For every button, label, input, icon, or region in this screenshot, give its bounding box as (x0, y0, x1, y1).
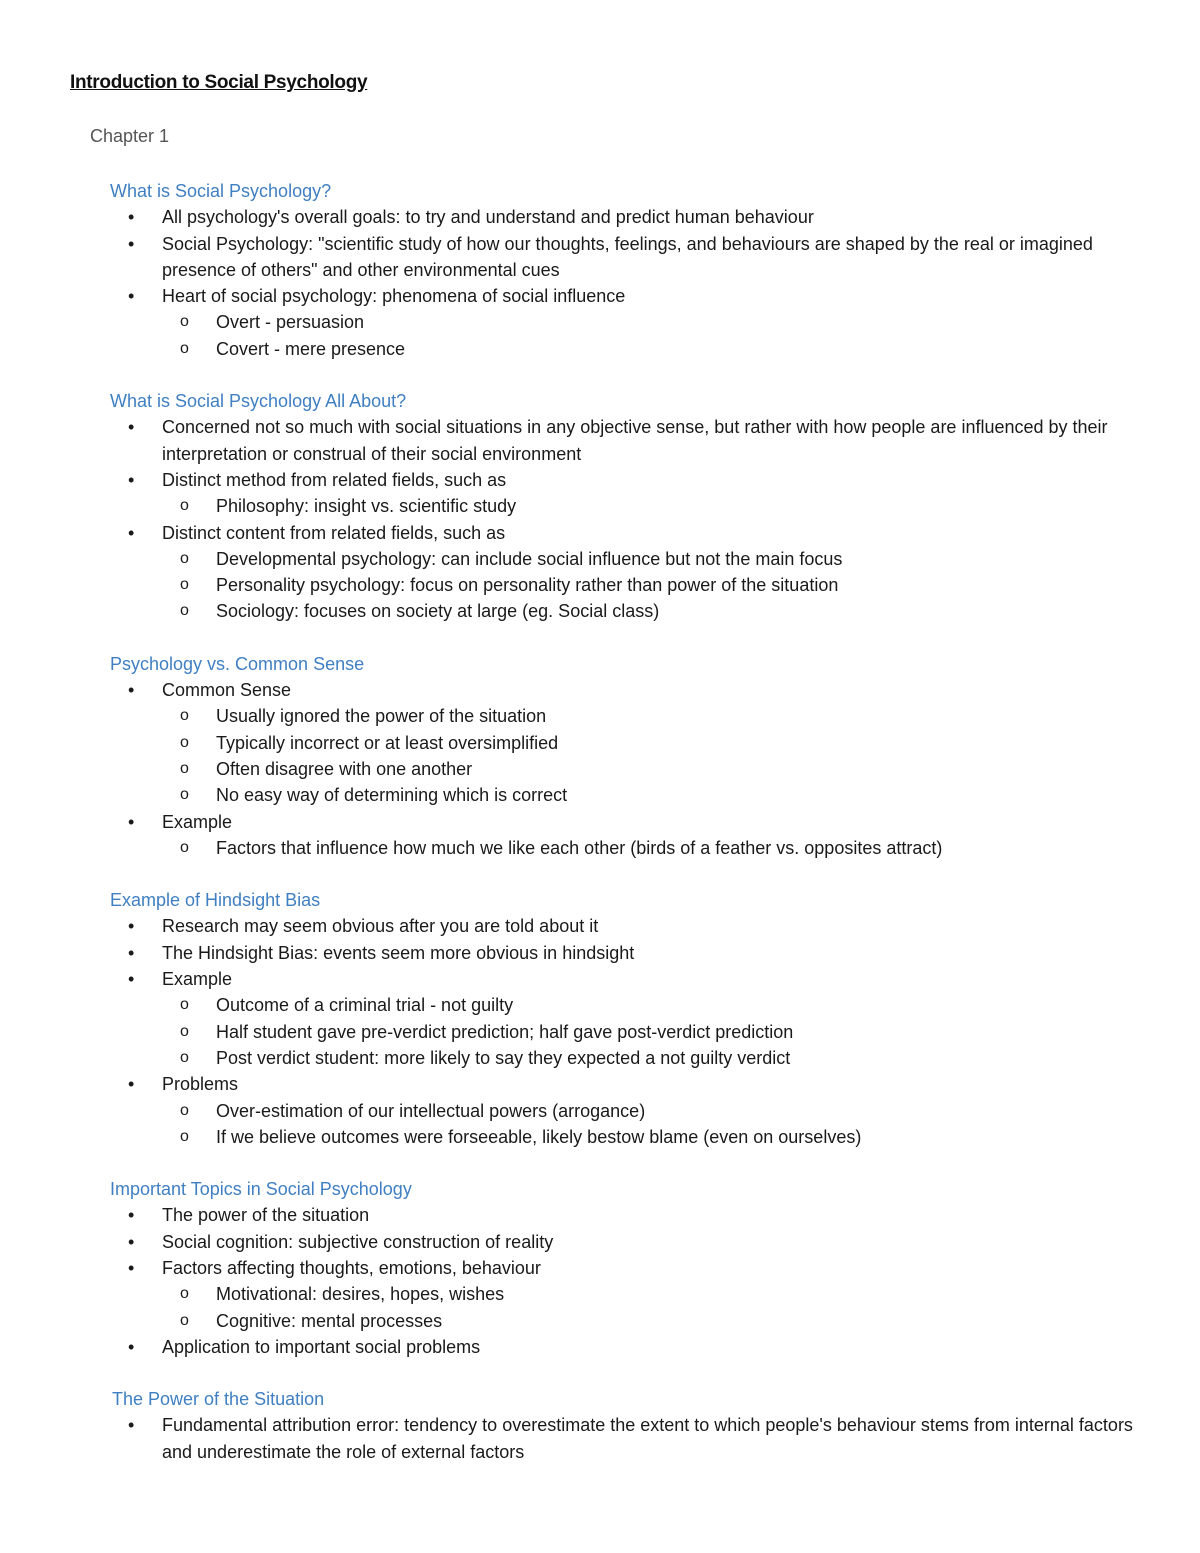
sub-list-item (162, 493, 1140, 519)
bullet-list (110, 677, 1140, 861)
circle-bullet-icon: o (180, 339, 189, 357)
bullet-icon: • (128, 417, 135, 438)
bullet-icon: • (128, 1231, 135, 1252)
circle-bullet-icon: o (180, 1285, 189, 1303)
circle-bullet-icon: o (180, 838, 189, 856)
list-item-text: Problems (162, 1074, 239, 1095)
section-heading: What is Social Psychology? (110, 181, 332, 201)
sub-list-item (162, 756, 1140, 782)
bullet-icon: • (128, 469, 135, 490)
sub-list-item (162, 336, 1140, 362)
sub-list-item-text: Developmental psychology: can include social influence but not the main focus (216, 548, 843, 569)
bullet-list (110, 414, 1140, 624)
list-item (110, 1255, 1140, 1334)
section (110, 887, 1140, 1150)
bullet-list (110, 913, 1140, 1150)
circle-bullet-icon: o (180, 786, 189, 804)
sub-bullet-list (162, 992, 1140, 1071)
sub-list-item (162, 730, 1140, 756)
section-heading: Important Topics in Social Psychology (110, 1179, 412, 1200)
sub-bullet-list (162, 835, 1140, 861)
sub-list-item-text: Over-estimation of our intellectual powers (arrogance) (216, 1100, 646, 1121)
bullet-icon: • (128, 811, 135, 832)
list-item (110, 1229, 1140, 1255)
circle-bullet-icon: o (180, 759, 189, 777)
sub-list-item-text: Motivational: desires, hopes, wishes (216, 1284, 505, 1305)
sub-bullet-list (162, 703, 1140, 808)
circle-bullet-icon: o (180, 733, 189, 751)
bullet-icon: • (128, 207, 135, 228)
sub-list-item (162, 835, 1140, 861)
list-item (110, 1202, 1140, 1228)
circle-bullet-icon: o (180, 707, 189, 725)
sub-list-item-text: If we believe outcomes were forseeable, likely bestow blame (even on ourselves) (216, 1126, 862, 1147)
sub-list-item (162, 992, 1140, 1018)
bullet-icon: • (128, 1257, 135, 1278)
sub-list-item-text: Personality psychology: focus on personality rather than power of the situation (216, 575, 839, 596)
bullet-list (110, 204, 1140, 362)
bullet-icon: • (128, 1336, 135, 1357)
list-item (110, 1412, 1140, 1465)
list-item-text: Research may seem obvious after you are told about it (162, 916, 599, 937)
sub-list-item-text: Often disagree with one another (216, 758, 473, 779)
bullet-icon: • (128, 1205, 135, 1226)
list-item-text: The Hindsight Bias: events seem more obvious in hindsight (162, 942, 635, 963)
list-item-text: Factors affecting thoughts, emotions, behaviour (162, 1257, 541, 1278)
list-item-text: All psychology's overall goals: to try and understand and predict human behaviour (162, 207, 814, 228)
bullet-icon: • (128, 942, 135, 963)
list-item (110, 966, 1140, 1071)
list-item (110, 1334, 1140, 1360)
sub-bullet-list (162, 493, 1140, 519)
bullet-list (110, 1202, 1140, 1360)
list-item (110, 520, 1140, 625)
sub-list-item (162, 1281, 1140, 1307)
bullet-icon: • (128, 233, 135, 254)
sub-list-item-text: Covert - mere presence (216, 338, 406, 359)
list-item (110, 677, 1140, 808)
list-item-text: Distinct method from related fields, such as (162, 469, 507, 490)
list-item-text: Application to important social problems (162, 1336, 481, 1357)
sub-bullet-list (162, 309, 1140, 362)
section (110, 178, 1140, 362)
circle-bullet-icon: o (180, 602, 189, 620)
sub-list-item-text: Usually ignored the power of the situation (216, 706, 547, 727)
circle-bullet-icon: o (180, 1022, 189, 1040)
sub-list-item-text: Half student gave pre-verdict prediction; half gave post-verdict prediction (216, 1021, 794, 1042)
section (110, 651, 1140, 861)
list-item (110, 467, 1140, 520)
bullet-icon: • (128, 916, 135, 937)
sub-list-item-text: Factors that influence how much we like each other (birds of a feather vs. opposites attract) (216, 837, 943, 858)
circle-bullet-icon: o (180, 549, 189, 567)
list-item (110, 414, 1140, 467)
sub-list-item-text: Sociology: focuses on society at large (eg. Social class) (216, 601, 660, 622)
sub-list-item-text: No easy way of determining which is correct (216, 785, 568, 806)
sub-list-item (162, 546, 1140, 572)
circle-bullet-icon: o (180, 1127, 189, 1145)
circle-bullet-icon: o (180, 576, 189, 594)
section-heading: The Power of the Situation (112, 1389, 325, 1410)
bullet-icon: • (128, 680, 135, 701)
list-item (110, 913, 1140, 939)
circle-bullet-icon: o (180, 497, 189, 515)
sub-list-item (162, 1019, 1140, 1045)
sub-list-item (162, 1098, 1140, 1124)
sub-list-item (162, 1308, 1140, 1334)
section-heading: Psychology vs. Common Sense (110, 653, 365, 674)
sub-list-item (162, 309, 1140, 335)
bullet-icon: • (128, 522, 135, 543)
list-item-text: Fundamental attribution error: tendency to overestimate the extent to which people's behaviour stems from internal factors and underestimate the role of external factors (162, 1415, 1133, 1462)
bullet-icon: • (128, 969, 135, 990)
circle-bullet-icon: o (180, 1311, 189, 1329)
list-item-text: Distinct content from related fields, such as (162, 522, 506, 543)
list-item (110, 1071, 1140, 1150)
list-item-text: Heart of social psychology: phenomena of social influence (162, 286, 626, 307)
list-item (110, 283, 1140, 362)
list-item-text: Social Psychology: "scientific study of how our thoughts, feelings, and behaviours are shaped by the real or imagined presence of others" and other environmental cues (162, 233, 1093, 280)
circle-bullet-icon: o (180, 313, 189, 331)
sub-list-item (162, 598, 1140, 624)
list-item-text: The power of the situation (162, 1205, 370, 1226)
list-item (110, 204, 1140, 230)
sub-list-item (162, 1124, 1140, 1150)
circle-bullet-icon: o (180, 1048, 189, 1066)
sub-bullet-list (162, 1281, 1140, 1334)
list-item (110, 940, 1140, 966)
notes-body (110, 178, 1140, 1491)
sub-list-item (162, 782, 1140, 808)
section (110, 1386, 1140, 1465)
bullet-icon: • (128, 1074, 135, 1095)
list-item-text: Example (162, 969, 233, 990)
list-item-text: Common Sense (162, 680, 292, 701)
circle-bullet-icon: o (180, 996, 189, 1014)
sub-list-item (162, 1045, 1140, 1071)
sub-list-item (162, 703, 1140, 729)
sub-list-item-text: Overt - persuasion (216, 312, 365, 333)
sub-bullet-list (162, 1098, 1140, 1151)
section (110, 388, 1140, 625)
sub-list-item-text: Post verdict student: more likely to say they expected a not guilty verdict (216, 1047, 791, 1068)
sub-list-item-text: Typically incorrect or at least oversimplified (216, 732, 559, 753)
list-item-text: Example (162, 811, 233, 832)
document-title: Introduction to Social Psychology (70, 72, 368, 93)
bullet-icon: • (128, 1415, 135, 1436)
list-item-text: Concerned not so much with social situations in any objective sense, but rather with how people are influenced by their interpretation or construal of their social environment (162, 417, 1108, 464)
sub-list-item-text: Philosophy: insight vs. scientific study (216, 496, 517, 517)
section-heading: Example of Hindsight Bias (110, 890, 321, 911)
bullet-icon: • (128, 286, 135, 307)
sub-list-item-text: Outcome of a criminal trial - not guilty (216, 995, 514, 1016)
list-item (110, 809, 1140, 862)
bullet-list (110, 1412, 1140, 1465)
list-item (110, 231, 1140, 284)
sub-list-item (162, 572, 1140, 598)
sub-bullet-list (162, 546, 1140, 625)
section (110, 1176, 1140, 1360)
section-heading: What is Social Psychology All About? (110, 391, 407, 412)
chapter-label: Chapter 1 (90, 126, 170, 146)
list-item-text: Social cognition: subjective construction of reality (162, 1231, 554, 1252)
sub-list-item-text: Cognitive: mental processes (216, 1310, 443, 1331)
circle-bullet-icon: o (180, 1101, 189, 1119)
